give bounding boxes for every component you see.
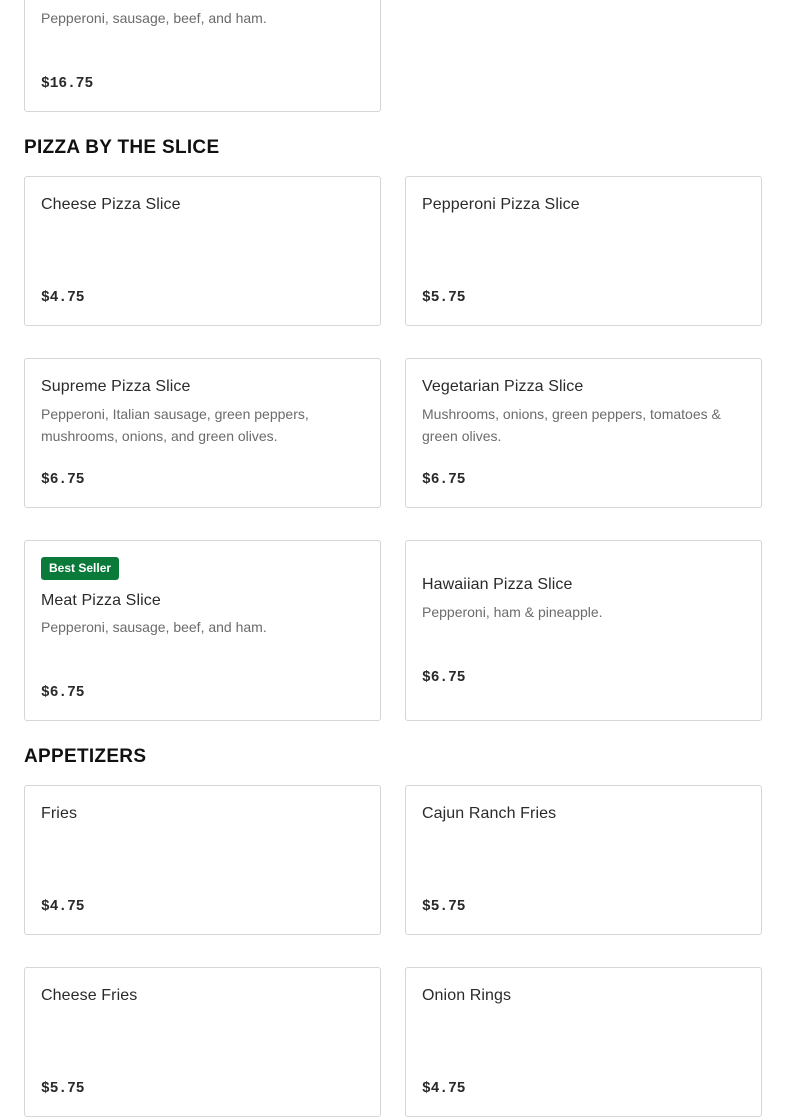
item-name: Cheese Fries bbox=[41, 987, 138, 1004]
item-description: Pepperoni, sausage, beef, and ham. bbox=[41, 10, 267, 26]
item-name: Meat Pizza Slice bbox=[41, 592, 161, 609]
best-seller-badge: Best Seller bbox=[41, 557, 119, 580]
item-name: Vegetarian Pizza Slice bbox=[422, 378, 584, 395]
section-title-pizza-by-the-slice: PIZZA BY THE SLICE bbox=[24, 137, 220, 158]
item-description: Mushrooms, onions, green peppers, tomatoes & green olives. bbox=[422, 406, 721, 444]
menu-item-card[interactable] bbox=[24, 176, 381, 326]
section-title-appetizers: APPETIZERS bbox=[24, 746, 147, 767]
item-description: Pepperoni, ham & pineapple. bbox=[422, 604, 603, 620]
menu-item-card[interactable] bbox=[24, 785, 381, 935]
menu-item-card[interactable] bbox=[405, 785, 762, 935]
menu-item-card[interactable] bbox=[24, 358, 381, 508]
menu-item-card[interactable] bbox=[24, 540, 381, 721]
item-price: $5.75 bbox=[422, 899, 466, 915]
menu-item-card[interactable] bbox=[405, 358, 762, 508]
item-description: Pepperoni, Italian sausage, green peppers, mushrooms, onions, and green olives. bbox=[41, 406, 309, 444]
item-name: Pepperoni Pizza Slice bbox=[422, 196, 580, 213]
item-name: Fries bbox=[41, 805, 78, 822]
item-price: $6.75 bbox=[422, 472, 466, 488]
item-price: $16.75 bbox=[41, 76, 94, 92]
menu-item-card[interactable] bbox=[405, 967, 762, 1117]
item-name: Hawaiian Pizza Slice bbox=[422, 576, 573, 593]
item-price: $5.75 bbox=[41, 1081, 85, 1097]
item-price: $4.75 bbox=[41, 899, 85, 915]
item-price: $6.75 bbox=[422, 670, 466, 686]
item-price: $6.75 bbox=[41, 685, 85, 701]
item-name: Supreme Pizza Slice bbox=[41, 378, 191, 395]
item-price: $5.75 bbox=[422, 290, 466, 306]
item-price: $6.75 bbox=[41, 472, 85, 488]
item-description: Pepperoni, sausage, beef, and ham. bbox=[41, 619, 267, 635]
item-price: $4.75 bbox=[422, 1081, 466, 1097]
item-price: $4.75 bbox=[41, 290, 85, 306]
item-name: Cajun Ranch Fries bbox=[422, 805, 557, 822]
menu-item-card[interactable] bbox=[24, 967, 381, 1117]
item-name: Onion Rings bbox=[422, 987, 512, 1004]
menu-item-card[interactable] bbox=[405, 540, 762, 721]
item-name: Cheese Pizza Slice bbox=[41, 196, 181, 213]
menu-item-card[interactable] bbox=[24, 0, 381, 112]
menu-item-card[interactable] bbox=[405, 176, 762, 326]
